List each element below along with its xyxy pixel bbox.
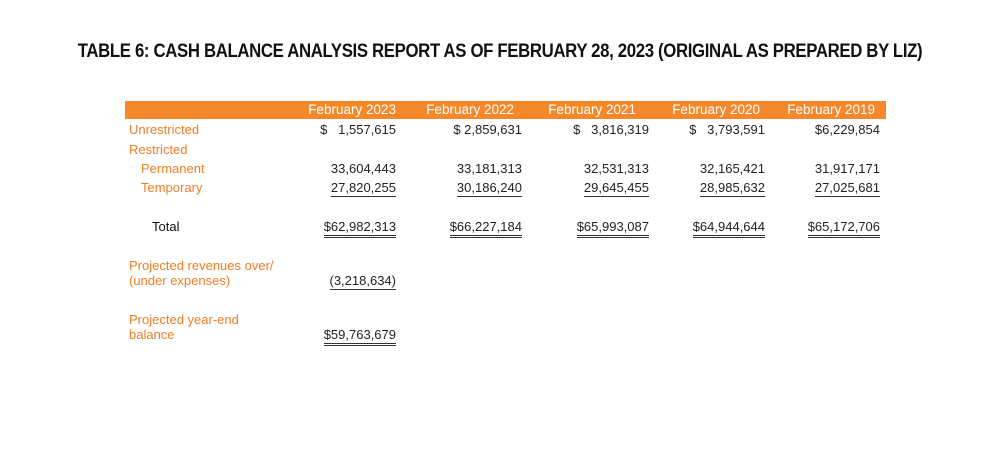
column-header-feb-2021: February 2021: [548, 102, 636, 117]
row-label-total: Total: [152, 219, 180, 234]
cell-temporary-2021: 29,645,455: [583, 180, 649, 195]
cell-temporary-2022: 30,186,240: [456, 180, 522, 195]
cell-unrestricted-2023: $ 1,557,615: [320, 122, 396, 137]
column-header-feb-2019: February 2019: [787, 102, 875, 117]
cell-total-2020: $64,944,644: [693, 219, 765, 238]
cell-permanent-2019: 31,917,171: [814, 161, 880, 176]
cell-projected-balance: $59,763,679: [324, 327, 396, 346]
column-header-feb-2020: February 2020: [672, 102, 760, 117]
row-label-temporary: Temporary: [141, 180, 203, 195]
cell-permanent-2022: 33,181,313: [456, 161, 522, 176]
column-header-feb-2022: February 2022: [426, 102, 514, 117]
cell-unrestricted-2022: $ 2,859,631: [453, 122, 522, 137]
cell-temporary-2019: 27,025,681: [814, 180, 880, 195]
cell-permanent-2020: 32,165,421: [699, 161, 765, 176]
row-label-projected-balance-line2: balance: [129, 327, 175, 342]
cell-temporary-2020: 28,985,632: [699, 180, 765, 195]
cell-temporary-2023: 27,820,255: [330, 180, 396, 195]
cell-total-2021: $65,993,087: [577, 219, 649, 238]
cell-unrestricted-2021: $ 3,816,319: [573, 122, 649, 137]
row-label-unrestricted: Unrestricted: [129, 122, 200, 137]
column-header-feb-2023: February 2023: [308, 102, 396, 117]
cell-permanent-2023: 33,604,443: [330, 161, 396, 176]
row-label-projected-revenues-line1: Projected revenues over/: [129, 258, 274, 273]
cell-total-2019: $65,172,706: [808, 219, 880, 238]
table-title: TABLE 6: CASH BALANCE ANALYSIS REPORT AS OF FEBRUARY 28, 2023 (ORIGINAL AS PREPARED BY LIZ): [77, 40, 923, 62]
row-label-projected-balance-line1: Projected year-end: [129, 312, 239, 327]
cell-total-2023: $62,982,313: [324, 219, 396, 238]
row-label-restricted: Restricted: [129, 142, 188, 157]
row-label-projected-revenues-line2: (under expenses): [129, 273, 231, 288]
row-label-permanent: Permanent: [141, 161, 205, 176]
cell-permanent-2021: 32,531,313: [583, 161, 649, 176]
cell-total-2022: $66,227,184: [450, 219, 522, 238]
cell-unrestricted-2019: $6,229,854: [814, 122, 880, 137]
cell-unrestricted-2020: $ 3,793,591: [689, 122, 765, 137]
cell-projected-revenues: (3,218,634): [329, 273, 396, 288]
